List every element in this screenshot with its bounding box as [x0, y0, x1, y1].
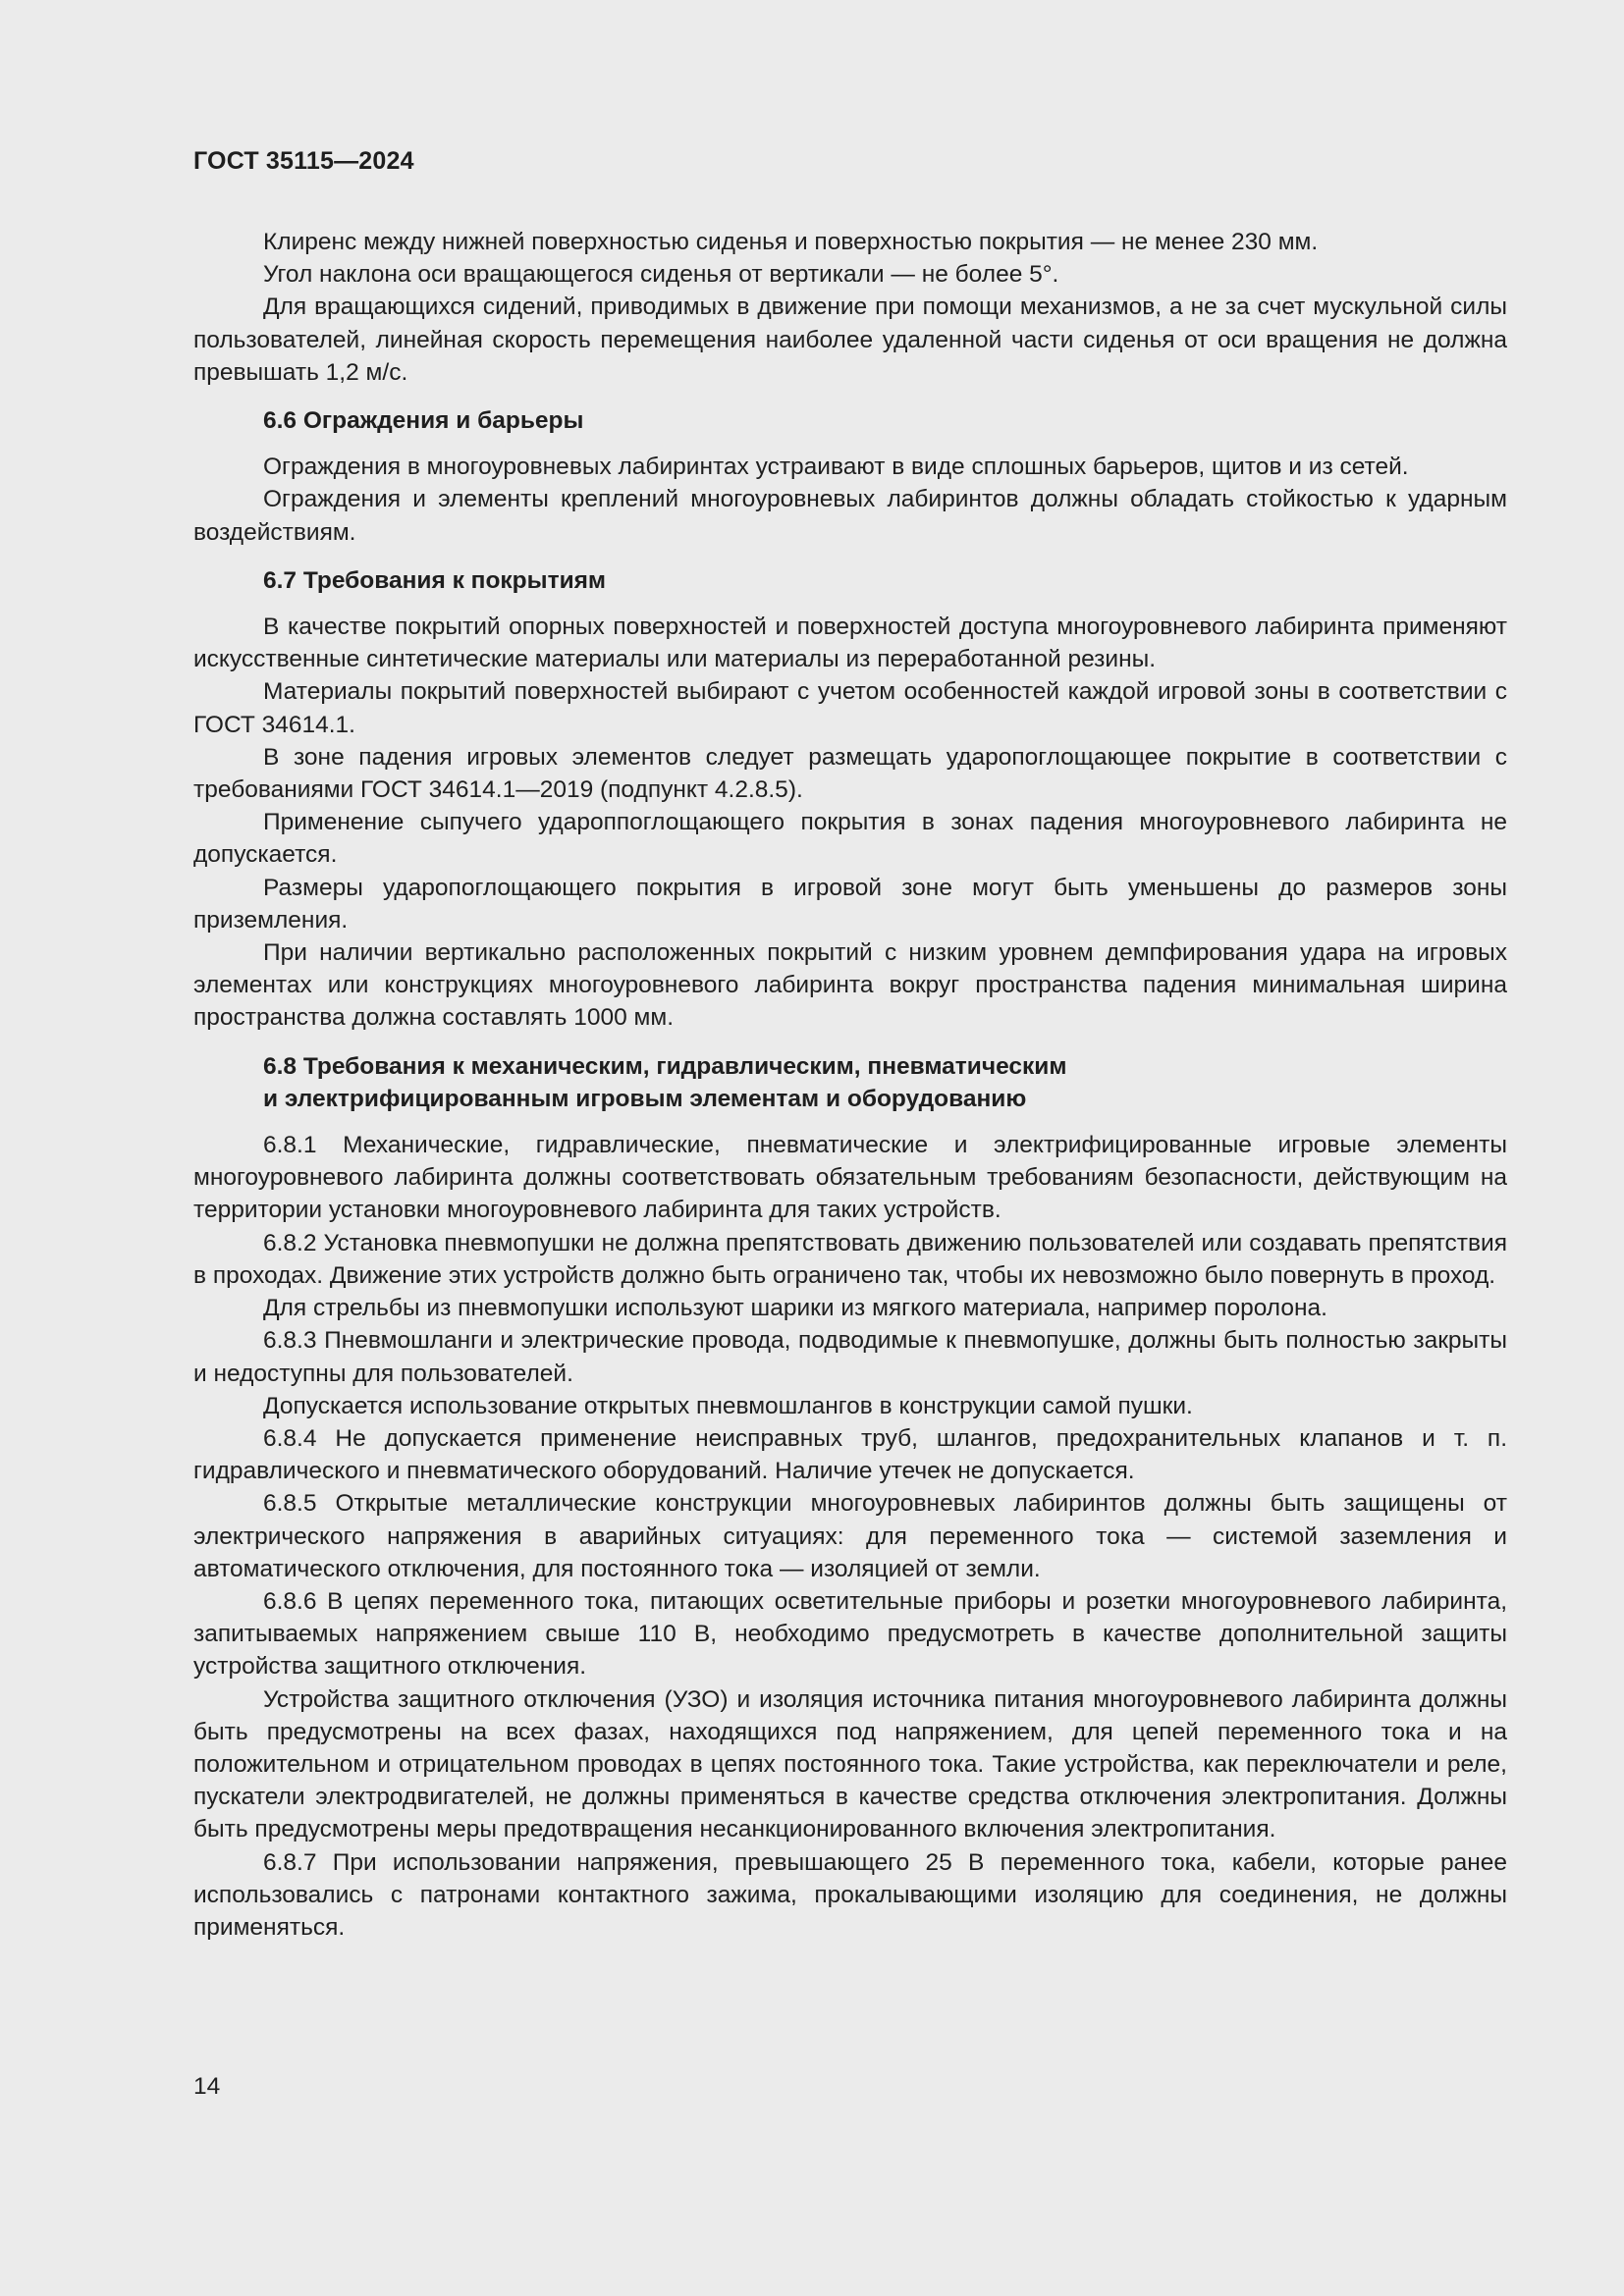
- paragraph: Ограждения и элементы креплений многоуровневых лабиринтов должны обладать стойкостью к ударным воздействиям.: [193, 486, 1507, 546]
- section-heading-line: 6.6 Ограждения и барьеры: [263, 407, 584, 435]
- paragraph: 6.8.5 Открытые металлические конструкции многоуровневых лабиринтов должны быть защищены от электрического напряжения в аварийных ситуациях: для переменного тока — системой заземления и автоматического отключения, для постоянного тока — изоляцией от земли.: [193, 1490, 1507, 1582]
- paragraph: 6.8.6 В цепях переменного тока, питающих осветительные приборы и розетки многоуровневого лабиринта, запитываемых напряжением свыше 110 В, необходимо предусмотреть в качестве дополнительной защиты устройства защитного отключения.: [193, 1587, 1507, 1681]
- paragraph: Материалы покрытий поверхностей выбирают с учетом особенностей каждой игровой зоны в соответствии с ГОСТ 34614.1.: [193, 678, 1507, 738]
- section-heading: [263, 404, 1507, 437]
- section-heading-line: и электрифицированным игровым элементам и оборудованию: [263, 1085, 1027, 1112]
- paragraph: В качестве покрытий опорных поверхностей и поверхностей доступа многоуровневого лабиринта применяют искусственные синтетические материалы или материалы из переработанной резины.: [193, 614, 1507, 673]
- paragraph: 6.8.2 Установка пневмопушки не должна препятствовать движению пользователей или создавать препятствия в проходах. Движение этих устройств должно быть ограничено так, чтобы их невозможно было повернуть в проход.: [193, 1229, 1507, 1289]
- paragraph: Клиренс между нижней поверхностью сиденья и поверхностью покрытия — не менее 230 мм.: [263, 229, 1319, 255]
- paragraph: Размеры ударопоглощающего покрытия в игровой зоне могут быть уменьшены до размеров зоны приземления.: [193, 874, 1507, 934]
- section-heading-line: 6.8 Требования к механическим, гидравлическим, пневматическим: [263, 1052, 1067, 1080]
- section-heading: [263, 1050, 1507, 1115]
- paragraph: 6.8.7 При использовании напряжения, превышающего 25 В переменного тока, кабели, которые ранее использовались с патронами контактного зажима, прокалывающими изоляцию для соединения, не должны применяться.: [193, 1848, 1507, 1941]
- page-number: 14: [193, 2073, 221, 2100]
- paragraph: 6.8.1 Механические, гидравлические, пневматические и электрифицированные игровые элементы многоуровневого лабиринта должны соответствовать обязательным требованиям безопасности, действующим на территории установки многоуровневого лабиринта для таких устройств.: [193, 1132, 1507, 1224]
- section-heading: [263, 564, 1507, 597]
- paragraph: 6.8.3 Пневмошланги и электрические провода, подводимые к пневмопушке, должны быть полностью закрыты и недоступны для пользователей.: [193, 1327, 1507, 1387]
- paragraph: В зоне падения игровых элементов следует размещать ударопоглощающее покрытие в соответствии с требованиями ГОСТ 34614.1—2019 (подпункт 4.2.8.5).: [193, 743, 1507, 804]
- document-header: ГОСТ 35115—2024: [193, 147, 414, 175]
- document-body: [193, 226, 1507, 1944]
- paragraph: Применение сыпучего удароппоглощающего покрытия в зонах падения многоуровневого лабиринта не допускается.: [193, 809, 1507, 869]
- paragraph: Для стрельбы из пневмопушки используют шарики из мягкого материала, например поролона.: [263, 1295, 1327, 1322]
- paragraph: 6.8.4 Не допускается применение неисправных труб, шлангов, предохранительных клапанов и т. п. гидравлического и пневматического оборудований. Наличие утечек не допускается.: [193, 1424, 1507, 1485]
- paragraph: Угол наклона оси вращающегося сиденья от вертикали — не более 5°.: [263, 261, 1059, 289]
- section-heading-line: 6.7 Требования к покрытиям: [263, 566, 607, 594]
- paragraph: Допускается использование открытых пневмошлангов в конструкции самой пушки.: [263, 1392, 1193, 1419]
- paragraph: Ограждения в многоуровневых лабиринтах устраивают в виде сплошных барьеров, щитов и из сетей.: [263, 454, 1409, 481]
- paragraph: Для вращающихся сидений, приводимых в движение при помощи механизмов, а не за счет мускульной силы пользователей, линейная скорость перемещения наиболее удаленной части сиденья от оси вращения не должна превышать 1,2 м/с.: [193, 294, 1507, 386]
- paragraph: Устройства защитного отключения (УЗО) и изоляция источника питания многоуровневого лабиринта должны быть предусмотрены на всех фазах, находящихся под напряжением, для цепей переменного тока и на положительном и отрицательном проводах в цепях постоянного тока. Такие устройства, как переключатели и реле, пускатели электродвигателей, не должны применяться в качестве средства отключения электропитания. Должны быть предусмотрены меры предотвращения несанкционированного включения электропитания.: [193, 1685, 1507, 1843]
- paragraph: При наличии вертикально расположенных покрытий с низким уровнем демпфирования удара на игровых элементах или конструкциях многоуровневого лабиринта вокруг пространства падения минимальная ширина пространства должна составлять 1000 мм.: [193, 939, 1507, 1032]
